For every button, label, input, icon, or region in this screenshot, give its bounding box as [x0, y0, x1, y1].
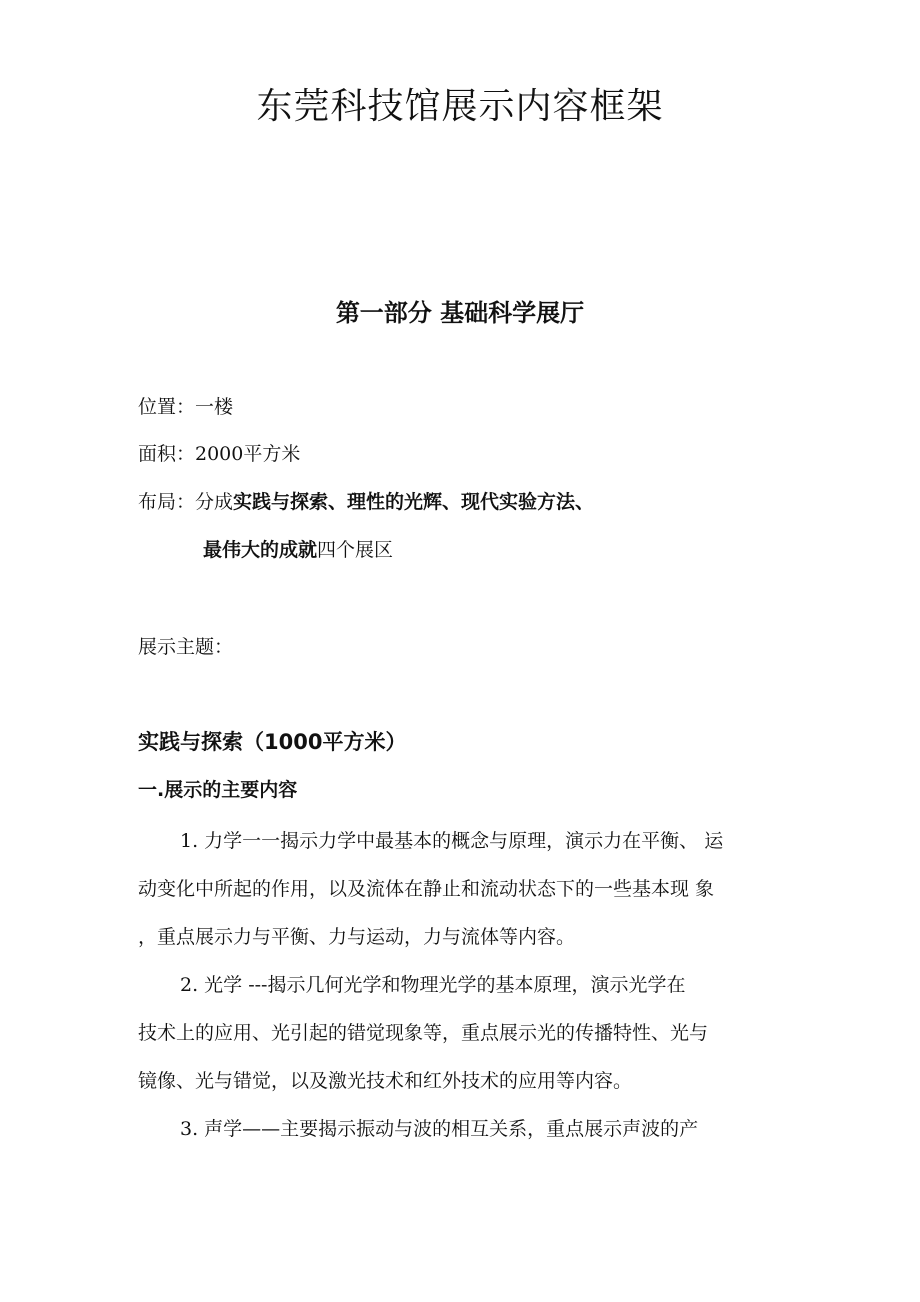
layout-prefix: 布局：分成 — [138, 491, 234, 513]
layout-suffix: 四个展区 — [317, 539, 394, 561]
sub-heading: 一.展示的主要内容 — [138, 779, 298, 801]
paragraph-line: ，重点展示力与平衡、力与运动，力与流体等内容。 — [138, 926, 576, 948]
layout-zones-bold-2: 最伟大的成就 — [203, 539, 318, 561]
layout-zones-bold-1: 实践与探索、理性的光辉、现代实验方法、 — [233, 491, 595, 513]
document-title: 东莞科技馆展示内容框架 — [256, 86, 664, 127]
area-line: 面积：2000平方米 — [138, 443, 301, 465]
location-line: 位置：一楼 — [138, 396, 234, 418]
paragraph-line: 3. 声学——主要揭示振动与波的相互关系，重点展示声波的产 — [180, 1118, 699, 1140]
paragraph-line: 2. 光学 ---揭示几何光学和物理光学的基本原理，演示光学在 — [180, 974, 686, 996]
paragraph-line: 动变化中所起的作用，以及流体在静止和流动状态下的一些基本现 象 — [138, 878, 715, 900]
layout-line-2 — [203, 535, 393, 565]
paragraph-line: 技术上的应用、光引起的错觉现象等，重点展示光的传播特性、光与 — [138, 1022, 709, 1044]
paragraph-line: 镜像、光与错觉，以及激光技术和红外技术的应用等内容。 — [138, 1070, 633, 1092]
paragraph-optics — [138, 970, 798, 1114]
theme-label: 展示主题： — [138, 636, 234, 658]
paragraph-acoustics — [138, 1114, 798, 1162]
paragraph-line: 1. 力学一一揭示力学中最基本的概念与原理，演示力在平衡、 运 — [180, 830, 724, 852]
paragraph-mechanics — [138, 826, 798, 970]
layout-line — [138, 487, 594, 517]
part-title: 第一部分 基础科学展厅 — [335, 299, 585, 327]
section-heading: 实践与探索（1000平方米） — [138, 730, 407, 754]
